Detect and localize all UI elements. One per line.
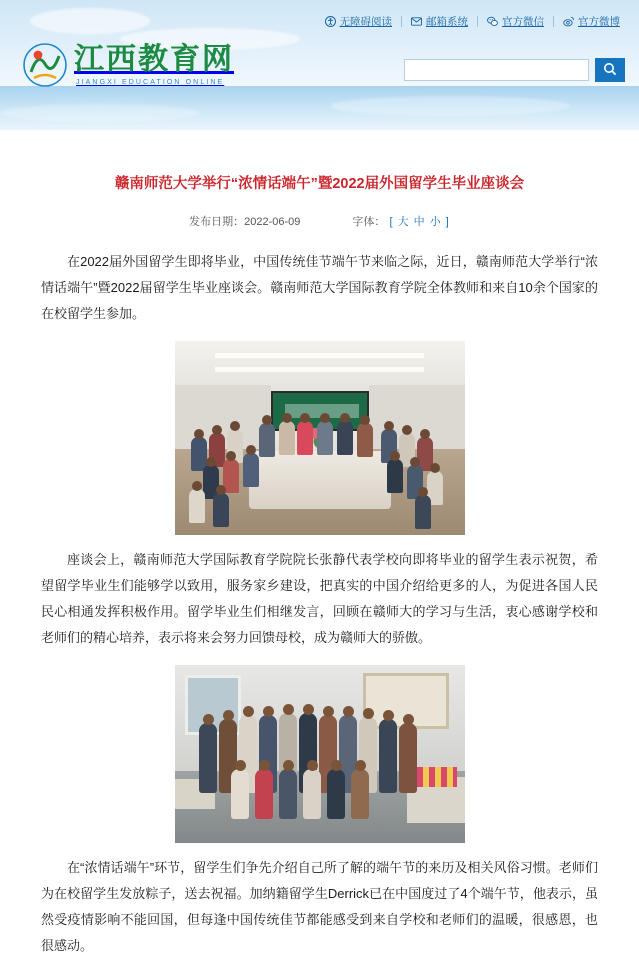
decorative-cloud [330,96,570,116]
utility-link-accessibility[interactable] [316,14,402,29]
publish-date-label: 发布日期： [189,216,245,229]
font-size-control [352,213,449,229]
utility-link-label: 官方微博 [578,16,620,28]
font-size-small[interactable]: 小 [429,216,441,229]
page-title: 赣南师范大学举行“浓情话端午”暨2022届外国留学生毕业座谈会 [114,175,525,192]
search-button[interactable] [595,58,625,82]
accessibility-icon [325,16,336,27]
site-logo[interactable] [22,42,234,88]
font-size-label: 字体： [352,216,386,229]
content-page [0,130,639,971]
paragraph-1: 在2022届外国留学生即将毕业，中国传统佳节端午节来临之际，近日，赣南师范大学举行“浓情话端午”暨2022届留学生毕业座谈会。赣南师范大学国际教育学院全体教师和来自10余个国家的在校留学生参加。 [41,254,598,322]
search-icon [603,62,617,79]
bracket-close: ] [445,216,449,229]
publish-date-value: 2022-06-09 [244,216,301,229]
article [15,130,624,965]
site-search [404,58,625,82]
utility-link-label: 邮箱系统 [426,16,468,28]
utility-link-label: 官方微信 [502,16,544,28]
wechat-icon [487,16,498,27]
weibo-icon [563,16,574,27]
font-size-options [388,216,449,228]
jiangxi-education-logo-icon [22,42,68,88]
article-meta [15,213,624,229]
utility-link-wechat[interactable] [478,14,553,29]
utility-nav [316,14,630,29]
site-title-en: JIANGXI EDUCATION ONLINE [76,78,225,86]
decorative-cloud [30,8,150,34]
paragraph-3: 在“浓情话端午”环节，留学生们争先介绍自己所了解的端午节的来历及相关风俗习惯。老师们为在校留学生发放粽子，送去祝福。加纳籍留学生Derrick已在中国度过了4个端午节，他表示，虽然受疫情影响不能回国，但每逢中国传统佳节都能感受到来自学校和老师们的温暖，很感恩，也很感动。 [41,860,598,954]
search-input[interactable] [404,59,589,81]
utility-link-label: 无障碍阅读 [339,16,392,28]
article-body [15,249,624,965]
font-size-large[interactable]: 大 [397,216,409,229]
site-banner [0,0,639,130]
site-title-cn: 江西教育网 [74,42,234,76]
paragraph-2: 座谈会上，赣南师范大学国际教育学院院长张静代表学校向即将毕业的留学生表示祝贺，希望留学毕业生们能够学以致用，服务家乡建设，把真实的中国介绍给更多的人，为促进各国人民民心相通发挥积极作用。留学毕业生们相继发言，回顾在赣师大的学习与生活，衷心感谢学校和老师们的精心培养，表示将来会努力回馈母校，成为赣师大的骄傲。 [41,552,598,646]
utility-link-weibo[interactable] [554,14,629,29]
utility-link-mail[interactable] [402,14,477,29]
publish-date [189,213,300,229]
decorative-cloud [0,104,200,122]
bracket-open: [ [389,216,393,229]
mail-icon [411,16,422,27]
article-image-1 [175,341,465,535]
font-size-medium[interactable]: 中 [413,216,425,229]
article-image-2 [175,665,465,843]
